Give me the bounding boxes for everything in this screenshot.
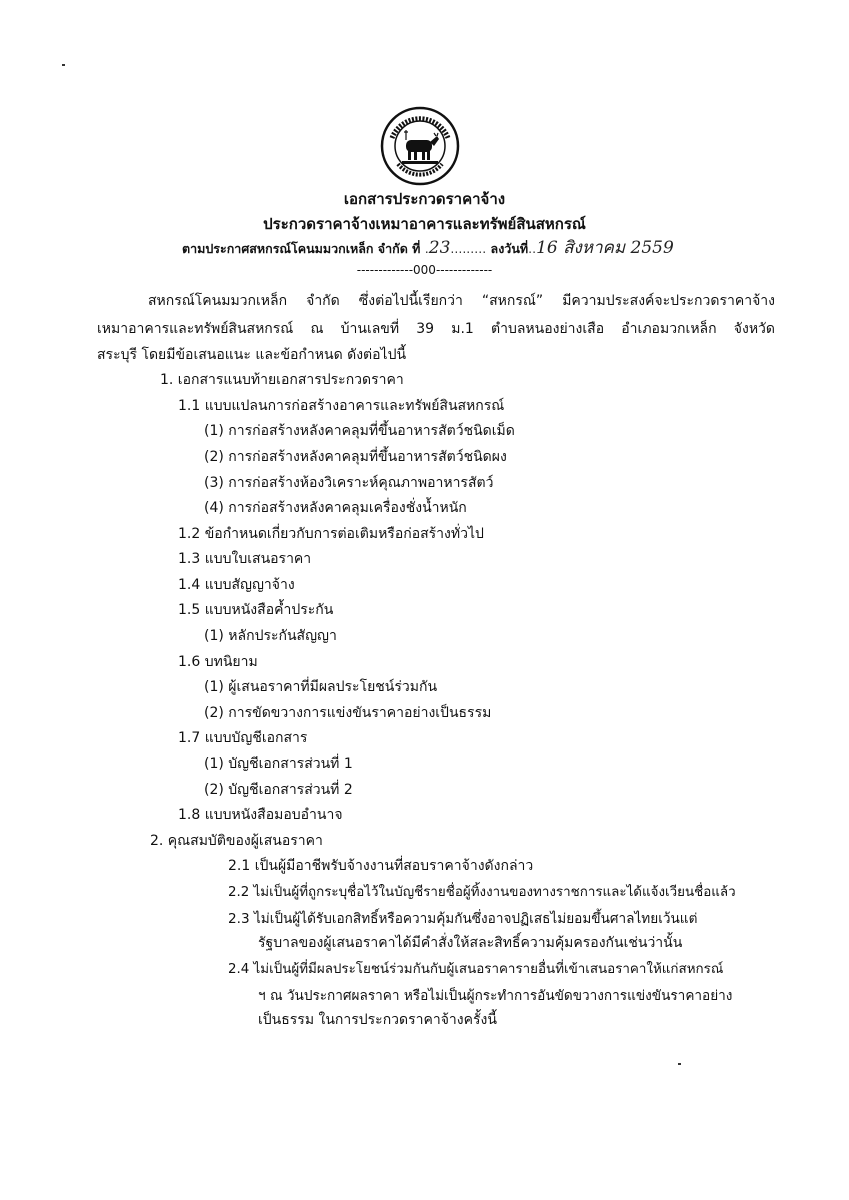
item-1-1-sub-1: (1) การก่อสร้างหลังคาคลุมที่ขึ้นอาหารสัตว์ชนิดเม็ด: [204, 423, 515, 439]
section-1-heading: 1. เอกสารแนบท้ายเอกสารประกวดราคา: [160, 372, 404, 388]
announcement-line: ตามประกาศสหกรณ์โคนมมวกเหล็ก จำกัด ที่ .23......... ลงวันที่..16 สิงหาคม 2559: [182, 238, 674, 258]
item-1-1-sub-4: (4) การก่อสร้างหลังคาคลุมเครื่องชั่งน้ำหนัก: [204, 500, 467, 516]
intro-line-1: สหกรณ์โคนมมวกเหล็ก จำกัด ซึ่งต่อไปนี้เรียกว่า “สหกรณ์” มีความประสงค์จะประกวดราคาจ้าง: [148, 293, 775, 309]
item-1-2: 1.2 ข้อกำหนดเกี่ยวกับการต่อเติมหรือก่อสร้างทั่วไป: [178, 526, 484, 542]
item-2-3-line-2: รัฐบาลของผู้เสนอราคาได้มีคำสั่งให้สละสิทธิ์ความคุ้มครองกันเช่นว่านั้น: [258, 935, 683, 951]
scan-speck: [62, 64, 65, 66]
announcement-prefix: ตามประกาศสหกรณ์โคนมมวกเหล็ก จำกัด ที่: [182, 241, 421, 256]
item-2-4-line-3: เป็นธรรม ในการประกวดราคาจ้างครั้งนี้: [258, 1012, 497, 1028]
item-2-1: 2.1 เป็นผู้มีอาชีพรับจ้างงานที่สอบราคาจ้างดังกล่าว: [228, 858, 534, 874]
item-1-6-sub-2: (2) การขัดขวางการแข่งขันราคาอย่างเป็นธรรม: [204, 705, 492, 721]
item-1-5: 1.5 แบบหนังสือค้ำประกัน: [178, 602, 334, 618]
item-1-8: 1.8 แบบหนังสือมอบอำนาจ: [178, 807, 343, 823]
separator: -------------000-------------: [356, 263, 493, 277]
scan-speck: [678, 1063, 681, 1065]
item-1-7: 1.7 แบบบัญชีเอกสาร: [178, 730, 308, 746]
intro-line-3: สระบุรี โดยมีข้อเสนอแนะ และข้อกำหนด ดังต่อไปนี้: [97, 347, 407, 363]
announcement-date: 16 สิงหาคม 2559: [536, 238, 674, 258]
item-1-3: 1.3 แบบใบเสนอราคา: [178, 551, 312, 567]
item-1-1: 1.1 แบบแปลนการก่อสร้างอาคารและทรัพย์สินสหกรณ์: [178, 398, 505, 414]
item-1-7-sub-2: (2) บัญชีเอกสารส่วนที่ 2: [204, 782, 353, 798]
announcement-date-label: ลงวันที่: [490, 241, 529, 256]
item-2-2: 2.2 ไม่เป็นผู้ที่ถูกระบุชื่อไว้ในบัญชีรายชื่อผู้ทิ้งงานของทางราชการและได้แจ้งเวียนชื่อแล้ว: [228, 885, 736, 900]
document-title: เอกสารประกวดราคาจ้าง: [343, 190, 506, 208]
document-subtitle: ประกวดราคาจ้างเหมาอาคารและทรัพย์สินสหกรณ์: [263, 215, 586, 233]
intro-line-2: เหมาอาคารและทรัพย์สินสหกรณ์ ณ บ้านเลขที่ 39 ม.1 ตำบลหนองย่างเสือ อำเภอมวกเหล็ก จังหวัด: [97, 321, 775, 337]
item-1-6: 1.6 บทนิยาม: [178, 654, 258, 670]
item-1-7-sub-1: (1) บัญชีเอกสารส่วนที่ 1: [204, 756, 353, 772]
section-2-heading: 2. คุณสมบัติของผู้เสนอราคา: [150, 833, 323, 849]
item-1-1-sub-2: (2) การก่อสร้างหลังคาคลุมที่ขึ้นอาหารสัตว์ชนิดผง: [204, 449, 507, 465]
item-2-4-line-2: ฯ ณ วันประกาศผลราคา หรือไม่เป็นผู้กระทำการอันขัดขวางการแข่งขันราคาอย่าง: [258, 988, 733, 1004]
cooperative-seal-logo: [380, 106, 460, 186]
announcement-number: 23: [428, 238, 451, 258]
item-1-6-sub-1: (1) ผู้เสนอราคาที่มีผลประโยชน์ร่วมกัน: [204, 679, 438, 695]
item-2-3-line-1: 2.3 ไม่เป็นผู้ได้รับเอกสิทธิ์หรือความคุ้มกันซึ่งอาจปฏิเสธไม่ยอมขึ้นศาลไทยเว้นแต่: [228, 911, 698, 927]
item-1-1-sub-3: (3) การก่อสร้างห้องวิเคราะห์คุณภาพอาหารสัตว์: [204, 475, 494, 491]
item-1-4: 1.4 แบบสัญญาจ้าง: [178, 577, 295, 593]
item-2-4-line-1: 2.4 ไม่เป็นผู้ที่มีผลประโยชน์ร่วมกันกับผู้เสนอราคารายอื่นที่เข้าเสนอราคาให้แก่สหกรณ์: [228, 962, 724, 977]
item-1-5-sub-1: (1) หลักประกันสัญญา: [204, 628, 337, 644]
